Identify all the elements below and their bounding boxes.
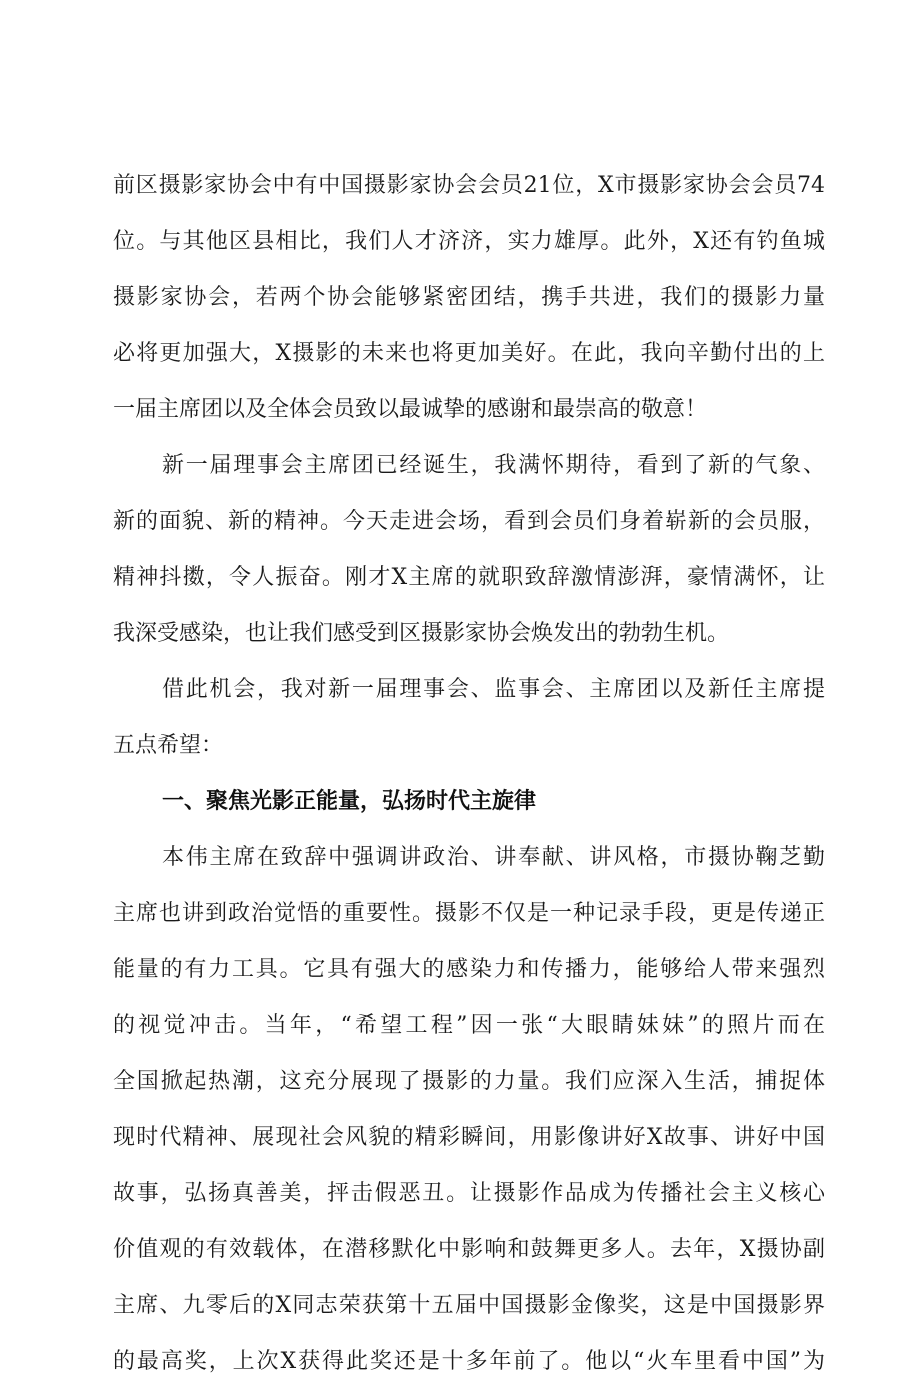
paragraph-1-line-1: 前区摄影家协会中有中国摄影家协会会员21位，X市摄影家协会会员74 xyxy=(113,173,825,198)
paragraph-1-line-5: 一届主席团以及全体会员致以最诚挚的感谢和最崇高的敬意！ xyxy=(113,397,708,422)
section-paragraph-line-5: 全国掀起热潮，这充分展现了摄影的力量。我们应深入生活，捕捉体 xyxy=(113,1069,825,1094)
section-paragraph-line-4: 的视觉冲击。当年，“希望工程”因一张“大眼睛妹妹”的照片而在 xyxy=(113,1013,825,1038)
section-paragraph-line-6: 现时代精神、展现社会风貌的精彩瞬间，用影像讲好X故事、讲好中国 xyxy=(113,1125,825,1150)
section-paragraph-line-1: 本伟主席在致辞中强调讲政治、讲奉献、讲风格，市摄协鞠芝勤 xyxy=(162,845,825,870)
paragraph-2-line-2: 新的面貌、新的精神。今天走进会场，看到会员们身着崭新的会员服， xyxy=(113,509,825,534)
section-paragraph-line-2: 主席也讲到政治觉悟的重要性。摄影不仅是一种记录手段，更是传递正 xyxy=(113,901,825,926)
paragraph-2-line-4: 我深受感染，也让我们感受到区摄影家协会焕发出的勃勃生机。 xyxy=(113,621,730,646)
paragraph-1-line-4: 必将更加强大，X摄影的未来也将更加美好。在此，我向辛勤付出的上 xyxy=(113,341,825,366)
paragraph-2-line-3: 精神抖擞，令人振奋。刚才X主席的就职致辞激情澎湃，豪情满怀，让 xyxy=(113,565,825,590)
paragraph-2-line-1: 新一届理事会主席团已经诞生，我满怀期待，看到了新的气象、 xyxy=(162,453,825,478)
section-heading: 一、聚焦光影正能量，弘扬时代主旋律 xyxy=(162,789,537,814)
paragraph-3-line-2: 五点希望： xyxy=(113,733,224,758)
paragraph-1-line-2: 位。与其他区县相比，我们人才济济，实力雄厚。此外，X还有钓鱼城 xyxy=(113,229,825,254)
document-body xyxy=(113,158,825,1390)
paragraph-3-line-1: 借此机会，我对新一届理事会、监事会、主席团以及新任主席提 xyxy=(162,677,825,702)
section-paragraph-line-10: 的最高奖，上次X获得此奖还是十多年前了。他以“火车里看中国”为 xyxy=(113,1349,825,1374)
paragraph-1-line-3: 摄影家协会，若两个协会能够紧密团结，携手共进，我们的摄影力量 xyxy=(113,285,825,310)
section-paragraph-line-7: 故事，弘扬真善美，抨击假恶丑。让摄影作品成为传播社会主义核心 xyxy=(113,1181,825,1206)
section-paragraph-line-3: 能量的有力工具。它具有强大的感染力和传播力，能够给人带来强烈 xyxy=(113,957,825,982)
section-paragraph-line-8: 价值观的有效载体，在潜移默化中影响和鼓舞更多人。去年，X摄协副 xyxy=(113,1237,825,1262)
section-paragraph-line-9: 主席、九零后的X同志荣获第十五届中国摄影金像奖，这是中国摄影界 xyxy=(113,1293,825,1318)
